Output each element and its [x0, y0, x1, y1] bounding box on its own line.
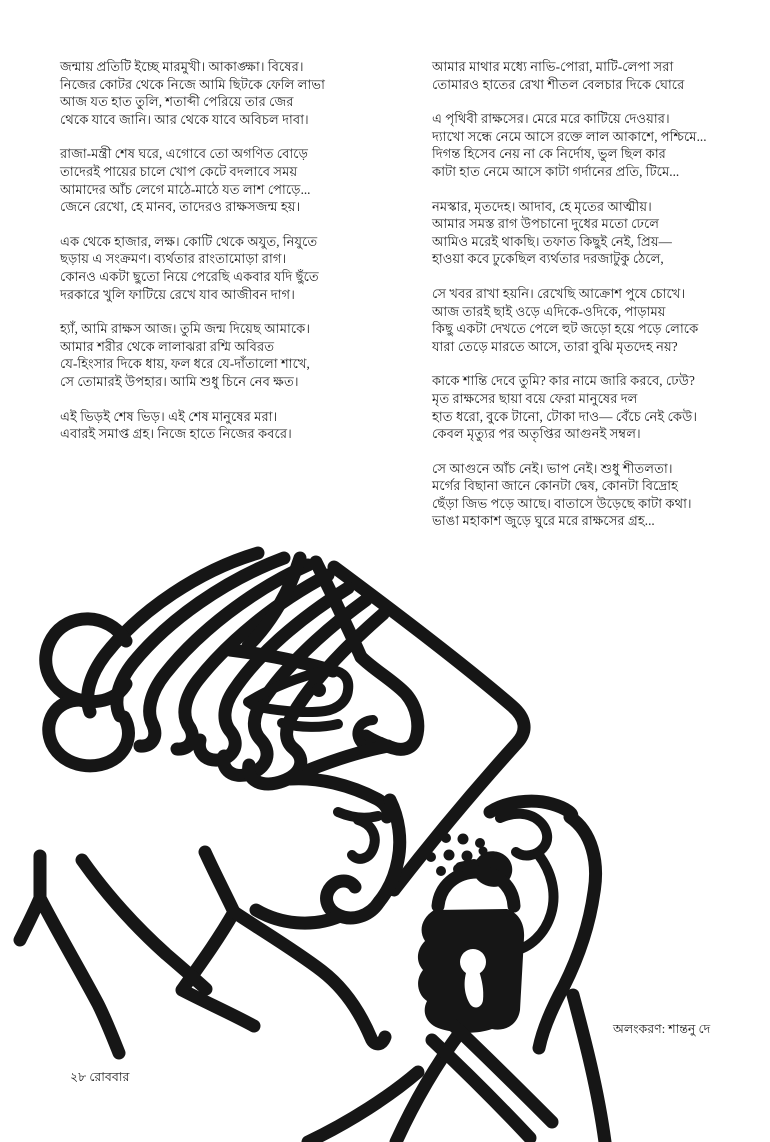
poem-line: কাকে শান্তি দেবে তুমি? কার নামে জারি করবে, ঢেউ? [432, 373, 695, 389]
poem-stanza [432, 372, 762, 442]
page-footer-label: ২৮ রোববার [70, 1070, 130, 1084]
bottle-dome [438, 872, 514, 906]
poem-line: দ্যাখো সন্ধে নেমে আসে রক্তে লাল আকাশে, পশ্চিমে... [432, 128, 707, 144]
poem-line: কাটা হাত নেমে আসে কাটা গর্দানের প্রতি, টিমে... [432, 163, 680, 179]
poem-line: নমস্কার, মৃতদেহ। আদাব, হে মৃতের আত্মীয়। [432, 198, 652, 214]
index-finger [500, 814, 547, 856]
poem-line: আমার সমস্ত রাগ উপচানো দুধের মতো ঢেলে [432, 216, 660, 232]
poem-stanza [60, 408, 390, 443]
poem-line: যারা তেড়ে মারতে আসে, তারা বুঝি মৃতদেহ নয়? [432, 338, 678, 354]
poem-line: সে আগুনে আঁচ নেই। ভাপ নেই। শুধু শীতলতা। [432, 460, 673, 476]
lower-eyelid [282, 723, 338, 727]
poem-line: এ পৃথিবী রাক্ষসের। মেরে মরে কাটিয়ে দেওয়ার। [432, 111, 670, 127]
poem-line: এই ভিড়ই শেষ ভিড়। এই শেষ মানুষের মরা। [60, 408, 278, 424]
collar-shoulders [20, 856, 418, 1142]
upper-lip-line [309, 746, 388, 770]
poem-line: দরকারে খুলি ফাটিয়ে রেখে যাব আজীবন দাগ। [60, 286, 295, 302]
poem-stanza [432, 198, 762, 268]
poem-stanza [432, 58, 762, 93]
poem-line: কেবল মৃত্যুর পর অতৃপ্তির আগুনই সম্বল। [432, 426, 641, 442]
poem-line: দিগন্ত হিসেব নেয় না কে নির্দোষ, ভুল ছিল কার [432, 146, 666, 162]
poem-stanza [432, 460, 762, 530]
poem-line: নিজের কোটর থেকে নিজে আমি ছিটকে ফেলি লাভা [60, 76, 325, 92]
poem-line: আমার শরীর থেকে লালাঝরা রশ্মি অবিরত [60, 338, 275, 354]
sleeve-right [573, 995, 605, 1142]
poem-line: এক থেকে হাজার, লক্ষ। কোটি থেকে অযুত, নিযুতে [60, 233, 318, 249]
poem-line: জেনে রেখো, হে মানব, তাদেরও রাক্ষসজন্ম হয়। [60, 199, 301, 215]
poem-line: ভাঙা মহাকাশ জুড়ে ঘুরে মরে রাক্ষসের গ্রহ... [432, 513, 655, 529]
poem-line: আজ যত হাত তুলি, শতাব্দী পেরিয়ে তার জের [60, 94, 294, 110]
poem-stanza [60, 58, 390, 128]
poem-line: ছড়ায় এ সংক্রমণ। ব্যর্থতার রাংতামোড়া রাগ। [60, 251, 287, 267]
poem-line: যে-হিংসার দিকে ধায়, ফল ধরে যে-দাঁতালো শাখে, [60, 356, 310, 372]
bottle-highlight [460, 949, 486, 975]
nose [361, 657, 418, 749]
poem-column-right [432, 58, 762, 547]
poem-line: সে তোমারই উপহার। আমি শুধু চিনে নেব ক্ষত। [60, 373, 299, 389]
illustration-credit: অলংকরণ: শান্তনু দে [613, 1022, 711, 1036]
poem-line: তোমারও হাতের রেখা শীতল বেলচার দিকে ঘোরে [432, 76, 685, 92]
poem-stanza [60, 145, 390, 215]
poem-line: থেকে যাবে জানি। আর থেকে যাবে অবিচল দাবা। [60, 111, 309, 127]
poem-stanza [60, 233, 390, 303]
poem-line: কোনও একটা ছুতো নিয়ে পেরেছি একবার যদি ছুঁতে [60, 268, 319, 284]
poem-line: আমাদের আঁচ লেগে মাঠে-মাঠে যত লাশ পোড়ে... [60, 181, 311, 197]
poem-line: কিছু একটা দেখতে পেলে হুট জড়ো হয়ে পড়ে লোকে [432, 321, 699, 337]
poem-line: ছেঁড়া জিভ পড়ে আছে। বাতাসে উড়েছে কাটা কথা। [432, 495, 692, 511]
poem-line: তাদেরই পায়ের চালে খোপ কেটে বদলাবে সময় [60, 163, 298, 179]
spray-bottle [418, 851, 524, 1033]
poem-line: মৃত রাক্ষসের ছায়া বয়ে ফেরা মানুষের দল [432, 390, 638, 406]
poem-stanza [432, 110, 762, 180]
poem-line: সে খবর রাখা হয়নি। রেখেছি আক্রোশ পুষে চোখে। [432, 285, 686, 301]
poem-line: মর্গের বিছানা জানে কোনটা দ্বেষ, কোনটা বিদ্রোহ [432, 478, 678, 494]
poem-stanza [60, 320, 390, 390]
lip-curl [352, 820, 375, 859]
poem-line: জন্মায় প্রতিটি ইচ্ছে মারমুখী। আকাঙ্ক্ষা। বিষের। [60, 59, 304, 74]
poem-column-left [60, 58, 390, 460]
poem-line: আমিও মরেই থাকছি। তফাত কিছুই নেই, প্রিয়— [432, 233, 672, 249]
poem-line: হ্যাঁ, আমি রাক্ষস আজ। তুমি জন্ম দিয়েছ আমাকে। [60, 321, 311, 337]
poem-line: আজ তারই ছাই ওড়ে এদিকে-ওদিকে, পাড়াময় [432, 303, 666, 319]
pupil [312, 683, 326, 697]
poem-line: হাওয়া কবে ঢুকেছিল ব্যর্থতার দরজাটুকু ঠেলে, [432, 251, 664, 267]
shoulder-line [82, 860, 206, 989]
poem-line: হাত ধরো, বুকে টানো, টোকা দাও— বেঁচে নেই কেউ। [432, 408, 698, 424]
poem-stanza [432, 285, 762, 355]
poem-line: এবারই সমাপ্ত গ্রহ। নিজে হাতে নিজের কবরে। [60, 426, 292, 442]
poem-line: আমার মাথার মধ্যে নাভি-পোরা, মাটি-লেপা সরা [432, 59, 674, 74]
jaw-neck [182, 852, 254, 1026]
poem-line: রাজা-মন্ত্রী শেষ ঘরে, এগোবে তো অগণিত বোড়ে [60, 146, 308, 162]
